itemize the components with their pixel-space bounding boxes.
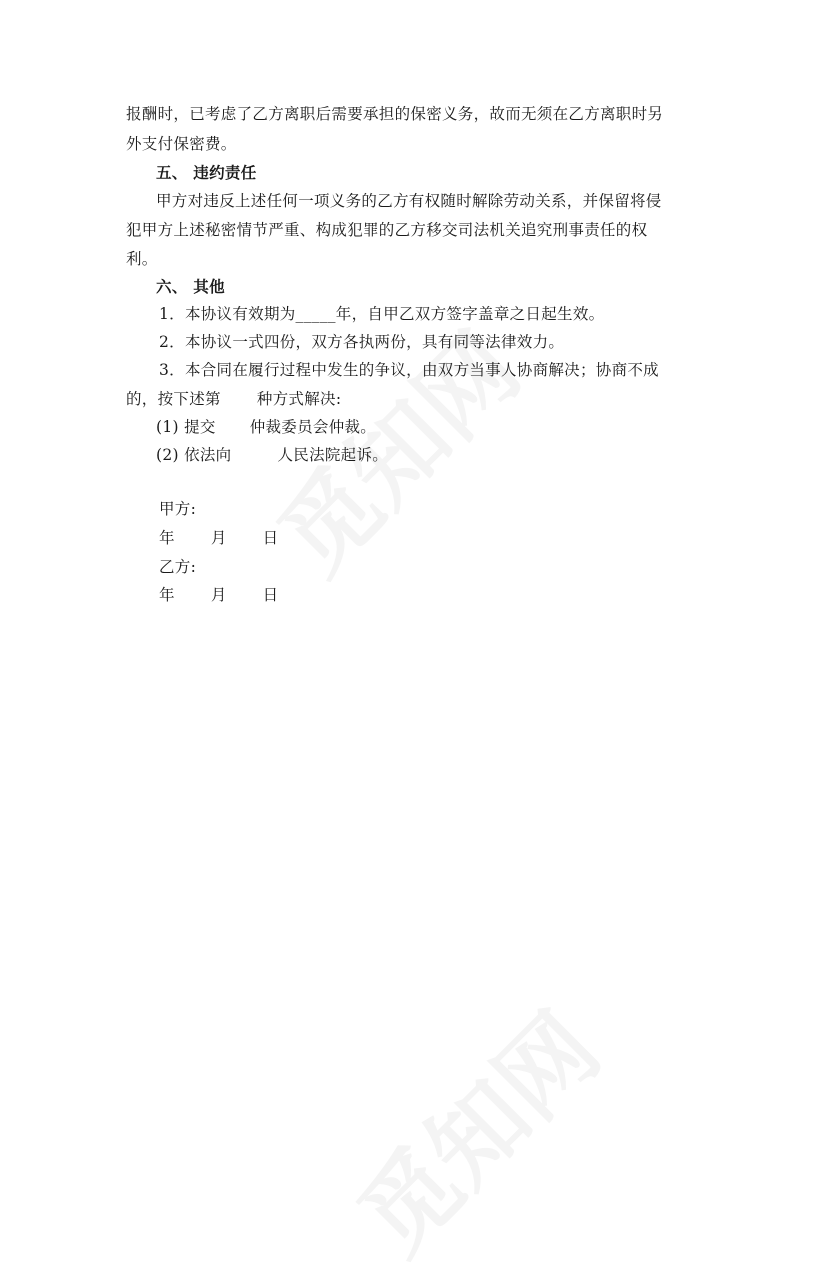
list-item: 3．本合同在履行过程中发生的争议，由双方当事人协商解决；协商不成 [159,361,659,379]
year-label: 年 [159,586,175,604]
paragraph-line: 报酬时，已考虑了乙方离职后需要承担的保密义务，故而无须在乙方离职时另 [126,105,664,123]
option-item [156,444,388,466]
option-item [156,416,376,438]
continuation-text-a: 的，按下述第 [126,390,221,408]
section-heading: 五、 违约责任 [156,163,257,182]
party-b-label: 乙方: [159,558,197,576]
option-text-b: 仲裁委员会仲裁。 [249,418,377,436]
day-label: 日 [262,586,279,604]
list-item: 2．本协议一式四份，双方各执两份，具有同等法律效力。 [159,333,565,351]
section-heading: 六、 其他 [156,277,225,296]
paragraph-line: 甲方对违反上述任何一项义务的乙方有权随时解除劳动关系，并保留将侵 [156,192,662,210]
year-label: 年 [159,529,175,547]
day-label: 日 [262,529,279,547]
list-item-continuation [126,388,341,410]
paragraph-line: 利。 [126,250,158,268]
date-line [159,584,278,606]
month-label: 月 [210,586,227,604]
paragraph-line: 外支付保密费。 [126,135,237,153]
month-label: 月 [210,529,227,547]
option-text-a: (2) 依法向 [156,446,232,464]
date-line [159,527,278,549]
paragraph-line: 犯甲方上述秘密情节严重、构成犯罪的乙方移交司法机关追究刑事责任的权 [126,221,648,239]
continuation-text-b: 种方式解决: [256,390,342,408]
option-text-b: 人民法院起诉。 [277,446,389,464]
list-item: 1．本协议有效期为_____年，自甲乙双方签字盖章之日起生效。 [159,305,605,323]
watermark [324,978,625,1279]
option-text-a: (1) 提交 [156,418,216,436]
party-a-label: 甲方: [159,500,197,518]
